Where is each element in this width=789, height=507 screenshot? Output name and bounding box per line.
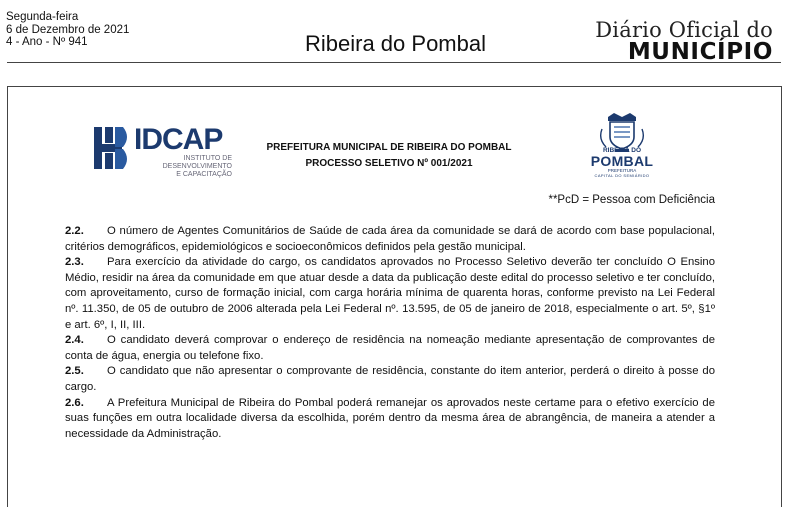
idcap-sub-line2: E CAPACITAÇÃO [176,171,232,178]
idcap-sub-line1: INSTITUTO DE DESENVOLVIMENTO [162,155,232,170]
edition-info [6,11,129,49]
item-2-6 [65,396,715,443]
title-line1: PREFEITURA MUNICIPAL DE RIBEIRA DO POMBAL [266,142,512,153]
item-number: 2.5. [65,365,84,378]
item-2-5 [65,364,715,395]
idcap-name: IDCAP [134,123,223,156]
item-2-2 [65,224,715,255]
crest-line3: PREFEITURA [607,168,637,173]
document-title [263,140,515,172]
document-body [65,224,715,442]
idcap-mark-icon [93,125,133,171]
item-text: O número de Agentes Comunitários de Saúde de cada área da comunidade se dará de acordo com base populacional, critérios demográficos, epidemiológicos e socioeconômicos definidos pela gestão municipal. [65,225,715,253]
item-text: A Prefeitura Municipal de Ribeira do Pombal poderá remanejar os aprovados neste certame para o efetivo exercício de suas funções em outra localidade diversa da escolhida, porém dentro da mesma área de abrangência, de maneira a atender a necessidade da Administração. [65,396,715,440]
crest-line1: RIBEIRA DO [602,147,642,154]
item-number: 2.3. [65,256,84,269]
item-2-3 [65,255,715,333]
masthead-bottom: MUNICÍPIO [627,39,773,65]
item-text: O candidato deverá comprovar o endereço de residência na nomeação mediante apresentação de comprovantes de conta de água, energia ou telefone fixo. [65,334,715,362]
header-divider [7,62,781,63]
item-number: 2.6. [65,396,84,409]
masthead-top: Diário Oficial do [595,18,773,42]
masthead [595,20,773,65]
item-text: Para exercício da atividade do cargo, os candidatos aprovados no Processo Seletivo deverão ter concluído O Ensino Médio, residir na área da comunidade em que atuar desde a data da publicação deste edital do processo seletivo e ter concluído, com aproveitamento, curso de formação inicial, com carga horária mínima de quarenta horas, conforme previsto na Lei Federal nº. 11.350, de 05 de outubro de 2006 alterada pela Lei Federal nº. 13.595, de 05 de janeiro de 2018, especialmente o art. 5º, §1º e art. 6º, I, II, III. [65,256,715,331]
crest-line4: CAPITAL DO SEMIÁRIDO [594,173,650,178]
document-box [7,86,782,507]
item-text: O candidato que não apresentar o comprovante de residência, constante do item anterior, perderá o direito à posse do cargo. [65,365,715,393]
item-2-4 [65,333,715,364]
item-number: 2.2. [65,225,84,237]
crest-label [590,147,654,178]
idcap-logo [93,123,243,178]
title-line2: PROCESSO SELETIVO Nº 001/2021 [305,158,473,169]
item-number: 2.4. [65,334,84,347]
crest-line2: POMBAL [590,153,654,169]
pcd-note: **PcD = Pessoa com Deficiência [548,194,715,206]
city-title: Ribeira do Pombal [305,31,486,56]
weekday: Segunda-feira [6,11,79,23]
idcap-subtitle [136,155,232,179]
date: 6 de Dezembro de 2021 [6,23,130,36]
edition-number: 4 - Ano - Nº 941 [6,36,88,48]
